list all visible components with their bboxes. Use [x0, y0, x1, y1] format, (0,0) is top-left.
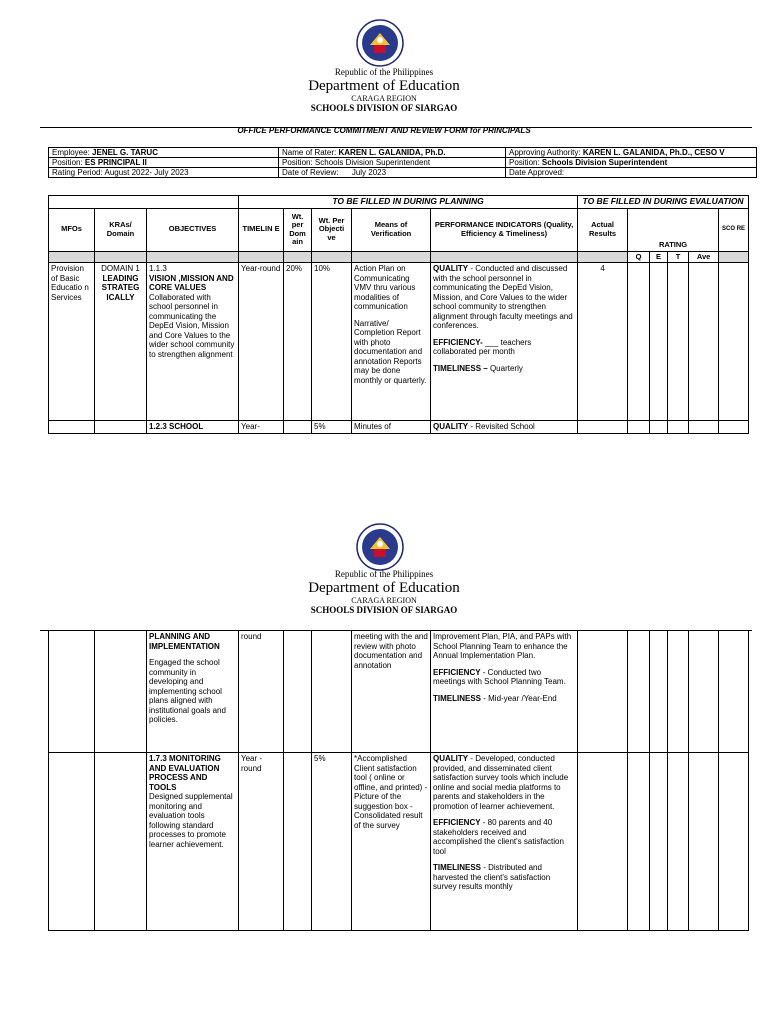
employee-name: JENEL G. TARUC — [92, 148, 158, 157]
means-text: *Accomplished Client satisfaction tool ( online or offline, and printed) -Picture of the suggestion box -Consolidated result of the survey — [352, 753, 431, 931]
wt-objective-cell: 5% — [312, 753, 352, 931]
quality-text: - Revisited School — [468, 422, 535, 431]
rater-label: Name of Rater: — [282, 148, 337, 157]
efficiency-label: EFFICIENCY — [433, 818, 481, 827]
efficiency-text: ___ teachers collaborated per month — [433, 337, 532, 356]
timeline-cell: Year-round — [239, 263, 284, 421]
timeliness-label: TIMELINESS — [433, 693, 482, 703]
table-row — [49, 263, 749, 421]
employee-position: ES PRINCIPAL II — [84, 158, 147, 167]
col-wt-objective: Wt. Per Objecti ve — [312, 208, 352, 251]
wt-objective-cell: 5% — [312, 421, 352, 434]
objective-text: Designed supplemental monitoring and evaluation tools following standard processes to promote learner achievement. — [149, 792, 233, 849]
table-row — [49, 753, 749, 931]
division-text: SCHOOLS DIVISION OF SIARGAO — [310, 103, 458, 113]
form-title: OFFICE PERFORMANCE COMMITMENT AND REVIEW FORM for PRINCIPALS — [237, 126, 531, 135]
rater-position: Schools Division Superintendent — [314, 158, 431, 167]
republic-text: Republic of the Philippines — [334, 67, 434, 77]
approving-position-label: Position: — [509, 158, 540, 167]
actual-result-cell: 4 — [578, 263, 628, 421]
quality-label: QUALITY — [433, 754, 469, 763]
col-ave: Ave — [689, 251, 719, 263]
timeliness-text: Quarterly — [487, 363, 523, 373]
objective-number: 1.1.3 — [149, 264, 167, 273]
col-actual: Actual Results — [578, 208, 628, 251]
table-row — [49, 631, 749, 753]
review-date: July 2023 — [351, 168, 387, 177]
col-t: T — [668, 251, 689, 263]
timeliness-text: - Distributed and harvested the client's satisfaction survey results monthly — [433, 863, 551, 891]
rater-name: KAREN L. GALANIDA, Ph.D. — [338, 148, 446, 157]
col-indicators: PERFORMANCE INDICATORS (Quality, Efficiency & Timeliness) — [431, 208, 578, 251]
timeline-cell: Year - round — [239, 753, 284, 931]
republic-text: Republic of the Philippines — [334, 569, 434, 579]
means-text: Minutes of — [352, 421, 431, 434]
col-means: Means of Verification — [352, 208, 431, 251]
objective-title: VISION ,MISSION AND CORE VALUES — [149, 273, 234, 292]
department-title: Department of Education — [308, 580, 460, 596]
table-row — [49, 421, 749, 434]
letterhead — [0, 68, 768, 113]
deped-seal-icon — [356, 523, 404, 571]
mfo-cell: Provision of Basic Educatio n Services — [49, 263, 95, 421]
letterhead — [0, 570, 768, 615]
col-q: Q — [628, 251, 650, 263]
planning-header: TO BE FILLED IN DURING PLANNING — [239, 196, 578, 209]
approving-label: Approving Authority: — [509, 148, 581, 157]
quality-label: QUALITY — [433, 422, 469, 431]
employee-label: Employee: — [52, 148, 90, 157]
quality-text: Improvement Plan, PIA, and PAPs with School Planning Team to enhance the Annual Implementation Plan. — [433, 632, 572, 660]
deped-seal-icon — [356, 19, 404, 67]
col-objectives: OBJECTIVES — [147, 208, 239, 251]
means-report: Narrative/ Completion Report with photo documentation and annotation Reports may be done monthly or quarterly. — [354, 318, 427, 385]
wt-domain-cell: 20% — [284, 263, 312, 421]
department-title: Department of Education — [308, 78, 460, 94]
performance-table-page2 — [48, 630, 749, 931]
approving-name: KAREN L. GALANIDA, Ph.D., CESO V — [582, 148, 725, 157]
timeline-cell: Year- — [239, 421, 284, 434]
quality-text: - Developed, conducted provided, and disseminated client satisfaction survey tools which include online and social media platforms to parents and stakeholders in the promotion of learner achievement. — [433, 754, 569, 811]
objective-title: PLANNING AND IMPLEMENTATION — [149, 632, 220, 651]
timeline-cell: round — [239, 631, 284, 753]
objective-title: 1.2.3 SCHOOL — [149, 422, 204, 431]
rater-position-label: Position: — [282, 158, 313, 167]
col-mfos: MFOs — [49, 208, 95, 251]
division-text: SCHOOLS DIVISION OF SIARGAO — [310, 605, 458, 615]
position-label: Position: — [52, 158, 83, 167]
timeliness-text: - Mid-year /Year-End — [481, 693, 557, 703]
employee-info-table — [48, 147, 757, 178]
col-wt-domain: Wt. per Dom ain — [284, 208, 312, 251]
col-e: E — [650, 251, 668, 263]
col-kras: KRAs/ Domain — [95, 208, 147, 251]
quality-text: - Conducted and discussed with the school personnel in communicating the DepEd Vision, Mission, and Core Values to the wider school community to strengthen alignment through faculty meetings and conferences. — [433, 264, 573, 330]
kra-title: LEADING STRATEG ICALLY — [101, 273, 140, 302]
efficiency-text: - Conducted two meetings with School Planning Team. — [433, 667, 566, 686]
means-text: Action Plan on Communicating VMV thru various modalities of communication — [354, 264, 416, 311]
col-score: SCO RE — [719, 208, 749, 251]
quality-label: QUALITY — [433, 264, 469, 273]
performance-table-page1 — [48, 195, 749, 434]
efficiency-text: - 80 parents and 40 stakeholders received and accomplished the client's satisfaction tool — [433, 818, 564, 856]
approving-position: Schools Division Superintendent — [541, 158, 668, 167]
wt-objective-cell: 10% — [312, 263, 352, 421]
objective-text: Collaborated with school personnel in communicating the DepEd Vision, Mission and Core Values to the wider school community to strengthen alignment — [149, 292, 235, 359]
objective-text: Engaged the school community in developing and implementing school plans aligned with institutional goals and policies. — [149, 658, 226, 724]
timeliness-label: TIMELINESS – — [433, 363, 488, 373]
region-text: CARAGA REGION — [351, 596, 417, 605]
col-timeline: TIMELIN E — [239, 208, 284, 251]
means-text: meeting with the and review with photo documentation and annotation — [352, 631, 431, 753]
efficiency-label: EFFICIENCY- — [433, 337, 483, 347]
efficiency-label: EFFICIENCY — [433, 667, 481, 677]
col-rating: RATING — [628, 208, 719, 251]
evaluation-header: TO BE FILLED IN DURING EVALUATION — [578, 196, 749, 209]
kra-domain: DOMAIN 1 — [101, 264, 140, 273]
review-label: Date of Review: — [282, 168, 339, 177]
objective-title: 1.7.3 MONITORING AND EVALUATION PROCESS AND TOOLS — [149, 754, 221, 792]
region-text: CARAGA REGION — [351, 94, 417, 103]
rating-period: Rating Period: August 2022- July 2023 — [49, 168, 279, 178]
timeliness-label: TIMELINESS — [433, 863, 482, 872]
date-approved-label: Date Approved: — [506, 168, 757, 178]
